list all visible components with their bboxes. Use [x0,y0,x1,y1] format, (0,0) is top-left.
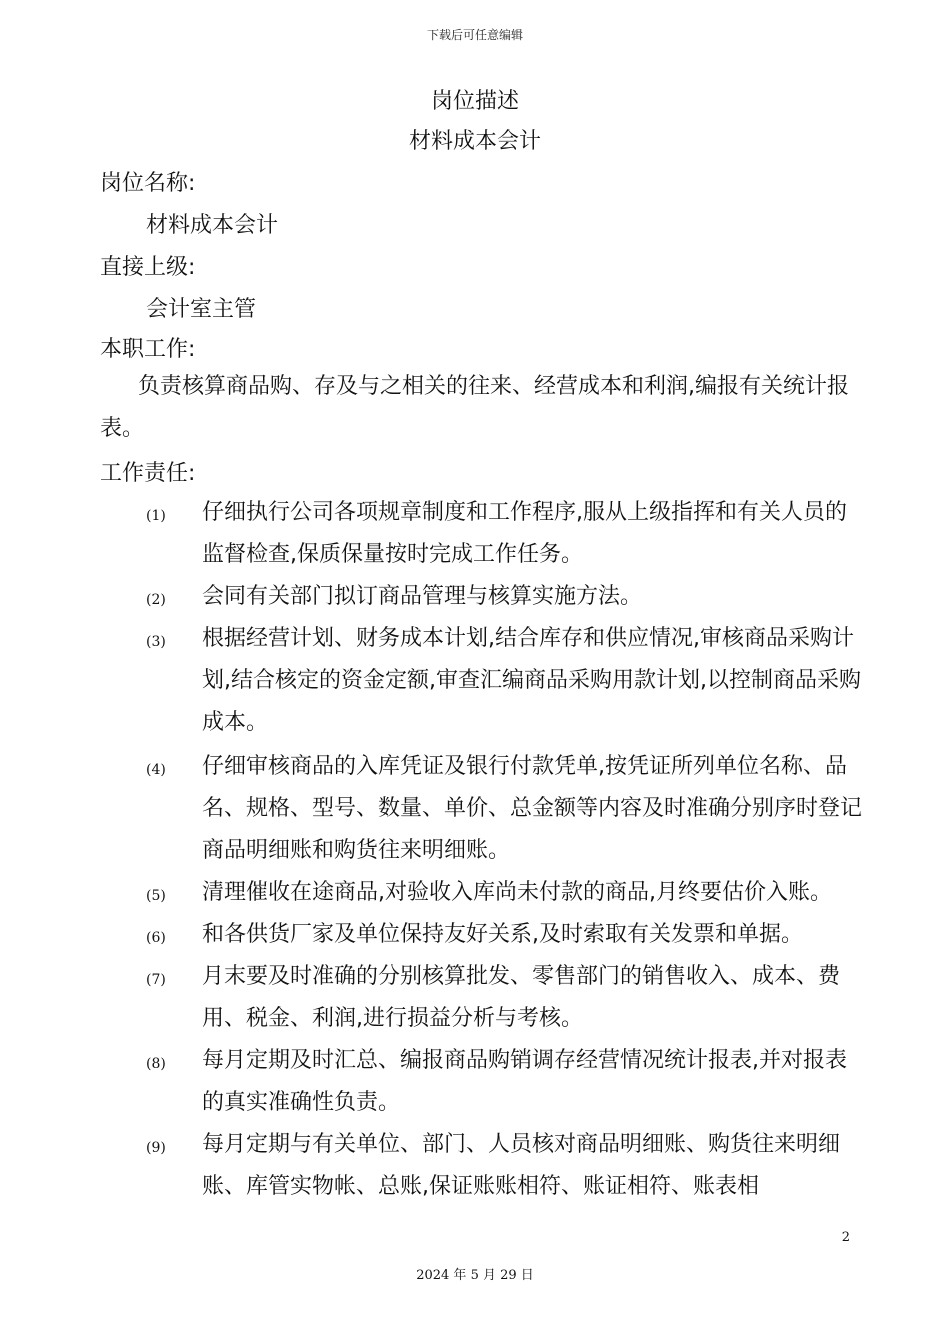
item-text: 会同有关部门拟订商品管理与核算实施方法。 [202,584,643,609]
page-header: 下载后可任意编辑 [426,28,523,42]
item-number: (9) [146,1140,166,1156]
duty-text: 负责核算商品购、存及与之相关的往来、经营成本和利润,编报有关统计报表。 [100,374,849,441]
item-number: (5) [146,888,166,904]
item-text: 仔细审核商品的入库凭证及银行付款凭单,按凭证所列单位名称、品名、规格、型号、数量、单价、总金额等内容及时准确分别序时登记商品明细账和购货往来明细账。 [202,754,863,863]
item-number: (4) [146,762,166,778]
page-number: 2 [841,1230,850,1245]
document-subtitle: 材料成本会计 [408,129,541,154]
item-number: (8) [146,1056,166,1072]
footer-date: 2024 年 5 月 29 日 [416,1268,534,1283]
item-number: (6) [146,930,166,946]
position-name-label: 岗位名称: [100,171,196,196]
item-text: 清理催收在途商品,对验收入库尚未付款的商品,月终要估价入账。 [202,880,832,905]
item-number: (7) [146,972,166,988]
responsibility-label: 工作责任: [100,461,196,486]
position-name-value: 材料成本会计 [146,213,279,238]
supervisor-label: 直接上级: [100,255,196,280]
item-text: 根据经营计划、财务成本计划,结合库存和供应情况,审核商品采购计划,结合核定的资金定额,审查汇编商品采购用款计划,以控制商品采购成本。 [202,626,861,735]
supervisor-value: 会计室主管 [146,297,257,322]
item-number: (2) [146,592,166,608]
item-number: (3) [146,634,166,650]
item-text: 仔细执行公司各项规章制度和工作程序,服从上级指挥和有关人员的监督检查,保质保量按时完成工作任务。 [202,500,847,567]
item-text: 每月定期与有关单位、部门、人员核对商品明细账、购货往来明细账、库管实物帐、总账,保证账账相符、账证相符、账表相 [202,1132,841,1199]
item-number: (1) [146,508,166,524]
document-title: 岗位描述 [430,89,519,114]
item-text: 月末要及时准确的分别核算批发、零售部门的销售收入、成本、费用、税金、利润,进行损益分析与考核。 [202,964,841,1031]
duty-label: 本职工作: [100,337,196,362]
item-text: 和各供货厂家及单位保持友好关系,及时索取有关发票和单据。 [202,922,803,947]
item-text: 每月定期及时汇总、编报商品购销调存经营情况统计报表,并对报表的真实准确性负责。 [202,1048,847,1115]
